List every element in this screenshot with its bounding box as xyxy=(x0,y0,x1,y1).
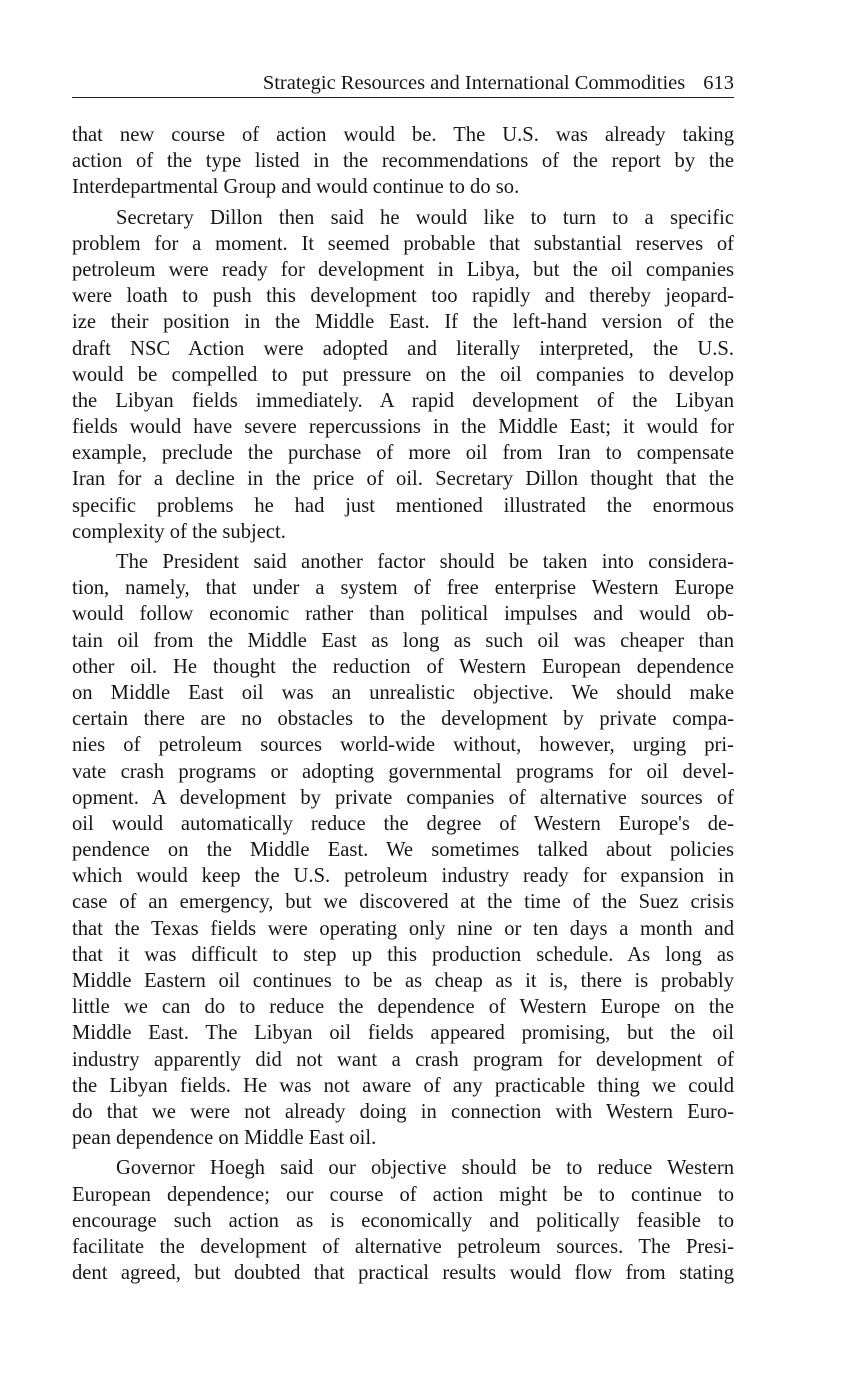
text-line: complexity of the subject. xyxy=(72,520,286,543)
text-line: certain there are no obstacles to the development by private compa- xyxy=(72,708,734,731)
text-line: the Libyan fields. He was not aware of any practicable thing we could xyxy=(72,1074,734,1097)
body-text xyxy=(72,122,734,1286)
text-line: Governor Hoegh said our objective should be to reduce Western xyxy=(116,1157,734,1180)
text-line: pean dependence on Middle East oil. xyxy=(72,1127,377,1150)
text-line: Secretary Dillon then said he would like to turn to a specific xyxy=(116,206,734,229)
text-line: do that we were not already doing in connection with Western Euro- xyxy=(72,1100,734,1123)
text-line: example, preclude the purchase of more oil from Iran to compensate xyxy=(72,442,734,465)
text-line: opment. A development by private companies of alternative sources of xyxy=(72,786,734,809)
text-line: specific problems he had just mentioned illustrated the enormous xyxy=(72,494,734,517)
text-line: Interdepartmental Group and would continue to do so. xyxy=(72,176,520,199)
text-line: were loath to push this development too rapidly and thereby jeopard- xyxy=(72,285,734,308)
text-line: Iran for a decline in the price of oil. Secretary Dillon thought that the xyxy=(72,468,734,491)
text-line: vate crash programs or adopting governmental programs for oil devel- xyxy=(72,760,734,783)
text-line: on Middle East oil was an unrealistic objective. We should make xyxy=(72,681,734,704)
running-title: Strategic Resources and International Commodities xyxy=(262,72,686,94)
text-line: ize their position in the Middle East. If the left-hand version of the xyxy=(72,311,734,334)
paragraph xyxy=(72,1155,734,1286)
text-line: that the Texas fields were operating only nine or ten days a month and xyxy=(72,917,734,940)
text-line: encourage such action as is economically and politically feasible to xyxy=(72,1209,734,1232)
text-line: the Libyan fields immediately. A rapid development of the Libyan xyxy=(72,389,734,412)
text-line: pendence on the Middle East. We sometimes talked about policies xyxy=(72,839,734,862)
text-line: dent agreed, but doubted that practical results would flow from stating xyxy=(72,1262,734,1285)
text-line: tion, namely, that under a system of free enterprise Western Europe xyxy=(72,577,734,600)
text-line: Middle East. The Libyan oil fields appeared promising, but the oil xyxy=(72,1022,734,1045)
text-line: problem for a moment. It seemed probable that substantial reserves of xyxy=(72,232,734,255)
text-line: Middle Eastern oil continues to be as cheap as it is, there is probably xyxy=(72,970,734,992)
text-line: petroleum were ready for development in Libya, but the oil companies xyxy=(72,258,734,281)
text-line: action of the type listed in the recommendations of the report by the xyxy=(72,150,734,173)
text-line: which would keep the U.S. petroleum industry ready for expansion in xyxy=(72,865,734,888)
text-line: case of an emergency, but we discovered at the time of the Suez crisis xyxy=(72,891,734,914)
text-line: oil would automatically reduce the degree of Western Europe's de- xyxy=(72,812,734,835)
text-line: little we can do to reduce the dependence of Western Europe on the xyxy=(72,996,734,1019)
text-line: facilitate the development of alternative petroleum sources. The Presi- xyxy=(72,1235,734,1258)
text-line: that new course of action would be. The U.S. was already taking xyxy=(72,124,734,146)
text-line: European dependence; our course of action might be to continue to xyxy=(72,1183,734,1206)
running-header xyxy=(72,70,734,98)
text-line: industry apparently did not want a crash program for development of xyxy=(72,1048,734,1071)
text-line: would follow economic rather than political impulses and would ob- xyxy=(72,603,734,626)
text-line: nies of petroleum sources world-wide without, however, urging pri- xyxy=(72,734,734,757)
paragraph xyxy=(72,549,734,1151)
paragraph xyxy=(72,205,734,545)
paragraph xyxy=(72,122,734,201)
text-line: fields would have severe repercussions in the Middle East; it would for xyxy=(72,416,734,439)
text-line: draft NSC Action were adopted and literally interpreted, the U.S. xyxy=(72,337,734,360)
text-line: that it was difficult to step up this production schedule. As long as xyxy=(72,943,734,966)
text-line: tain oil from the Middle East as long as such oil was cheaper than xyxy=(72,629,734,652)
text-line: would be compelled to put pressure on the oil companies to develop xyxy=(72,363,734,386)
text-line: The President said another factor should be taken into considera- xyxy=(116,551,734,573)
text-line: other oil. He thought the reduction of Western European dependence xyxy=(72,655,734,678)
page-number: 613 xyxy=(703,72,734,94)
